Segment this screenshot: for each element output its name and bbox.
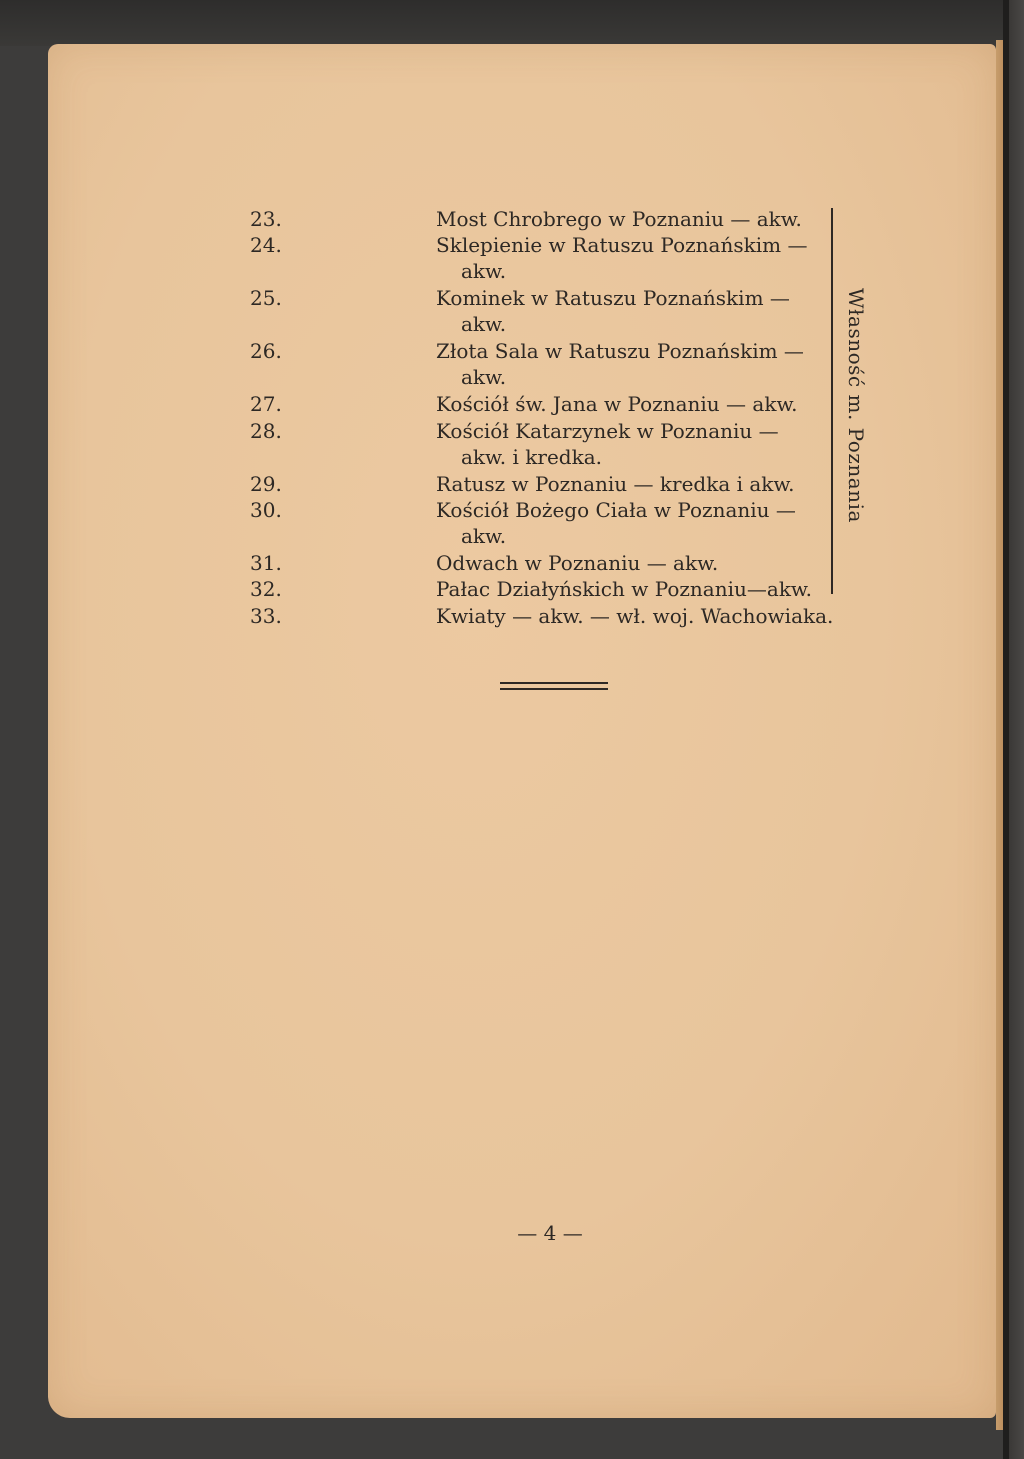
entry-text: Kwiaty — akw. — wł. woj. Wachowiaka.	[436, 604, 834, 628]
entry-text: Kościół św. Jana w Poznaniu — akw.	[436, 392, 798, 416]
entry-text-continuation: akw. i kredka.	[461, 445, 602, 469]
entry-text: Kominek w Ratuszu Poznańskim —	[436, 286, 790, 310]
entry-number: 31.	[250, 551, 282, 575]
entry-text-continuation: akw.	[461, 312, 507, 336]
entry-number: 27.	[250, 392, 282, 416]
scanner-edge	[1009, 0, 1024, 1459]
entry-text-continuation: akw.	[461, 365, 507, 389]
entry-text: Most Chrobrego w Poznaniu — akw.	[436, 207, 802, 231]
double-rule-top	[500, 682, 608, 684]
entry-text: Odwach w Poznaniu — akw.	[436, 551, 719, 575]
ownership-note: Własność m. Poznania	[844, 288, 868, 523]
entry-number: 29.	[250, 472, 282, 496]
entry-text: Pałac Działyńskich w Poznaniu—akw.	[436, 577, 813, 601]
entry-text: Złota Sala w Ratuszu Poznańskim —	[436, 339, 804, 363]
entry-text: Kościół Katarzynek w Poznaniu —	[436, 419, 779, 443]
entry-number: 24.	[250, 233, 282, 257]
entry-number: 28.	[250, 419, 282, 443]
entry-text: Ratusz w Poznaniu — kredka i akw.	[436, 472, 795, 496]
entry-number: 26.	[250, 339, 282, 363]
entry-text-continuation: akw.	[461, 259, 507, 283]
page-number: — 4 —	[517, 1221, 583, 1245]
scanner-background	[0, 0, 1024, 46]
entry-number: 32.	[250, 577, 282, 601]
entry-text-continuation: akw.	[461, 524, 507, 548]
entry-number: 33.	[250, 604, 282, 628]
entry-number: 23.	[250, 207, 282, 231]
grouping-bracket	[831, 208, 833, 594]
entry-text: Sklepienie w Ratuszu Poznańskim —	[436, 233, 808, 257]
entry-number: 25.	[250, 286, 282, 310]
entry-number: 30.	[250, 498, 282, 522]
entry-text: Kościół Bożego Ciała w Poznaniu —	[436, 498, 796, 522]
double-rule-bottom	[500, 688, 608, 690]
